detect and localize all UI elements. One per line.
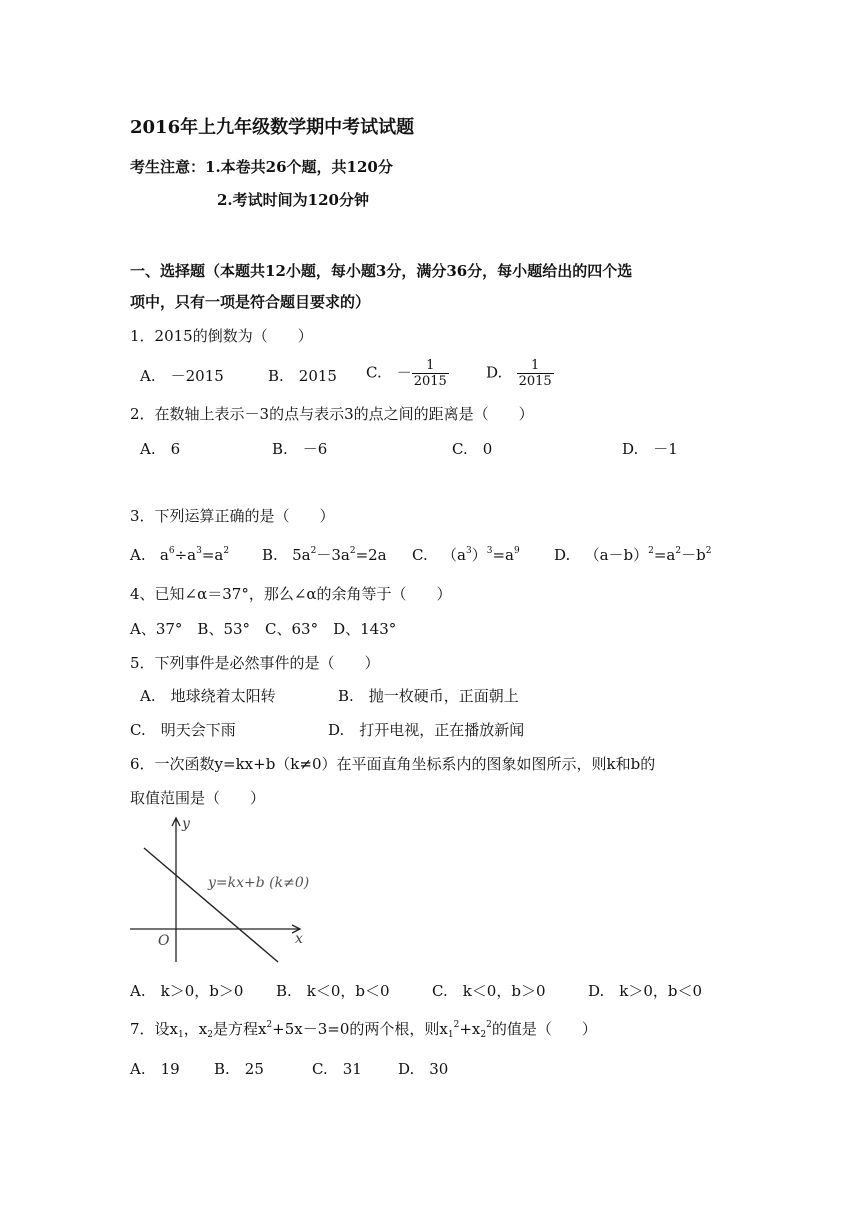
option-label: D. [554, 546, 571, 564]
question-7-option-a: A. 19 [130, 1060, 180, 1078]
question-5-option-c: C. 明天会下雨 [130, 721, 236, 739]
question-7-option-d: D. 30 [398, 1060, 449, 1078]
question-2-stem: 2．在数轴上表示－3的点与表示3的点之间的距离是（ ） [130, 405, 534, 423]
fraction-numerator: 1 [530, 358, 540, 373]
question-5-stem: 5．下列事件是必然事件的是（ ） [130, 654, 380, 672]
question-2-option-b: B. －6 [272, 440, 328, 458]
question-4-options: A、37° B、53° C、63° D、143° [130, 620, 397, 638]
linear-function-graph [126, 812, 316, 970]
question-5-option-a: A. 地球绕着太阳转 [140, 687, 276, 705]
question-1-option-a: A. －2015 [140, 367, 224, 385]
notice-item-1: 1.本卷共26个题，共120分 [205, 158, 393, 176]
question-1-option-b: B. 2015 [268, 367, 337, 385]
notice-label: 考生注意： [130, 158, 206, 176]
question-7-stem: 7．设$x_1$，$x_2$是方程$x^2+5x-3=0$的两个根，则$x_1^2+x_2^2$的值是（ ） [130, 1020, 597, 1040]
option-label: B. [262, 546, 278, 564]
question-3-option-a: A. $a^6\div a^3=a^2$ [130, 546, 230, 564]
question-3-option-b: B. $5a^2-3a^2=2a$ [262, 546, 387, 564]
fraction-denominator: 2015 [413, 374, 447, 389]
question-6-option-c: C. k＜0，b＞0 [432, 982, 546, 1000]
question-2-option-a: A. 6 [140, 440, 181, 458]
fraction [412, 358, 449, 389]
notice-line-1 [130, 157, 393, 177]
fraction [517, 358, 554, 389]
y-axis-label: y [182, 816, 190, 832]
question-3-option-d: D. $(a-b)^2=a^2-b^2$ [554, 546, 712, 564]
question-7-option-b: B. 25 [214, 1060, 264, 1078]
question-5-option-b: B. 抛一枚硬币，正面朝上 [338, 687, 519, 705]
fraction-denominator: 2015 [518, 374, 552, 389]
function-equation-label: y=kx+b (k≠0) [208, 875, 310, 891]
option-c-prefix: C. － [366, 363, 412, 382]
question-1-option-d [486, 358, 554, 389]
x-axis-label: x [295, 931, 303, 947]
section-heading-line-2: 项中，只有一项是符合题目要求的） [130, 293, 371, 311]
question-2-option-d: D. －1 [622, 440, 678, 458]
question-3-stem: 3．下列运算正确的是（ ） [130, 507, 335, 525]
question-6-option-a: A. k＞0，b＞0 [130, 982, 244, 1000]
section-heading-line-1: 一、选择题（本题共12小题，每小题3分，满分36分，每小题给出的四个选 [130, 262, 633, 280]
option-label: C. [412, 546, 428, 564]
question-6-stem-line-2: 取值范围是（ ） [130, 789, 266, 807]
exam-title: 2016年上九年级数学期中考试试题 [130, 117, 415, 138]
option-label: A. [130, 546, 146, 564]
question-1-stem: 1．2015的倒数为（ ） [130, 327, 313, 345]
fraction-numerator: 1 [426, 358, 435, 373]
question-2-option-c: C. 0 [452, 440, 493, 458]
question-1-option-c [366, 358, 449, 389]
origin-label: O [158, 933, 170, 949]
question-4-stem: 4、已知∠α＝37°，那么∠α的余角等于（ ） [130, 585, 452, 603]
question-3-option-c: C. $(a^3)^3=a^9$ [412, 546, 520, 564]
question-6-option-b: B. k＜0，b＜0 [276, 982, 390, 1000]
question-7-option-c: C. 31 [312, 1060, 362, 1078]
notice-item-2: 2.考试时间为120分钟 [217, 191, 369, 209]
question-6-stem-line-1: 6．一次函数y=kx+b（k≠0）在平面直角坐标系内的图象如图所示，则k和b的 [130, 755, 656, 773]
question-6-option-d: D. k＞0，b＜0 [588, 982, 703, 1000]
option-d-prefix: D. [486, 363, 503, 382]
question-5-option-d: D. 打开电视，正在播放新闻 [328, 721, 525, 739]
